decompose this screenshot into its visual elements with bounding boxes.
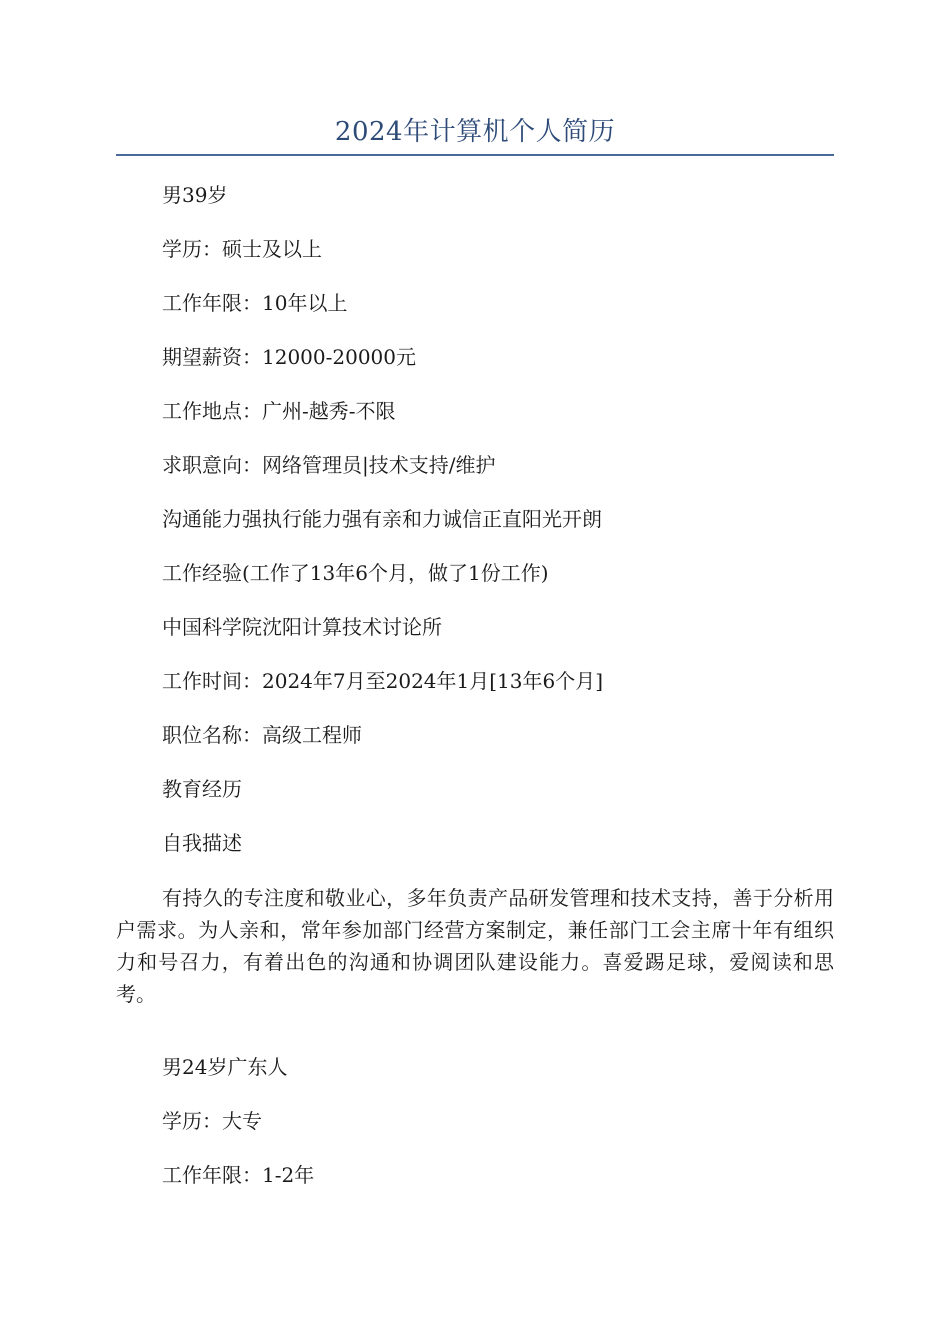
gender-age-line: 男39岁 — [162, 183, 228, 207]
expected-salary-line: 期望薪资：12000-20000元 — [162, 345, 417, 369]
second-gender-age-line: 男24岁广东人 — [162, 1055, 288, 1079]
second-work-years-line: 工作年限：1-2年 — [162, 1163, 315, 1187]
work-years-line: 工作年限：10年以上 — [162, 291, 348, 315]
work-experience-heading: 工作经验(工作了13年6个月，做了1份工作) — [162, 561, 549, 585]
document-title: 2024年计算机个人简历 — [334, 117, 616, 147]
education-line: 学历：硕士及以上 — [162, 237, 322, 261]
work-period-line: 工作时间：2024年7月至2024年1月[13年6个月] — [162, 669, 604, 693]
self-description-heading: 自我描述 — [162, 831, 242, 855]
job-intention-line: 求职意向：网络管理员|技术支持/维护 — [162, 453, 496, 477]
company-name-line: 中国科学院沈阳计算技术讨论所 — [162, 615, 442, 639]
second-education-line: 学历：大专 — [162, 1109, 262, 1133]
personality-line: 沟通能力强执行能力强有亲和力诚信正直阳光开朗 — [162, 507, 602, 531]
position-title-line: 职位名称：高级工程师 — [162, 723, 362, 747]
education-history-heading: 教育经历 — [162, 777, 242, 801]
work-location-line: 工作地点：广州-越秀-不限 — [162, 399, 396, 423]
title-underline — [116, 154, 834, 156]
self-description-paragraph: 有持久的专注度和敬业心，多年负责产品研发管理和技术支持，善于分析用户需求。为人亲和，常年参加部门经营方案制定，兼任部门工会主席十年有组织力和号召力，有着出色的沟通和协调团队建设能力。喜爱踢足球，爱阅读和思考。 — [116, 886, 834, 1006]
